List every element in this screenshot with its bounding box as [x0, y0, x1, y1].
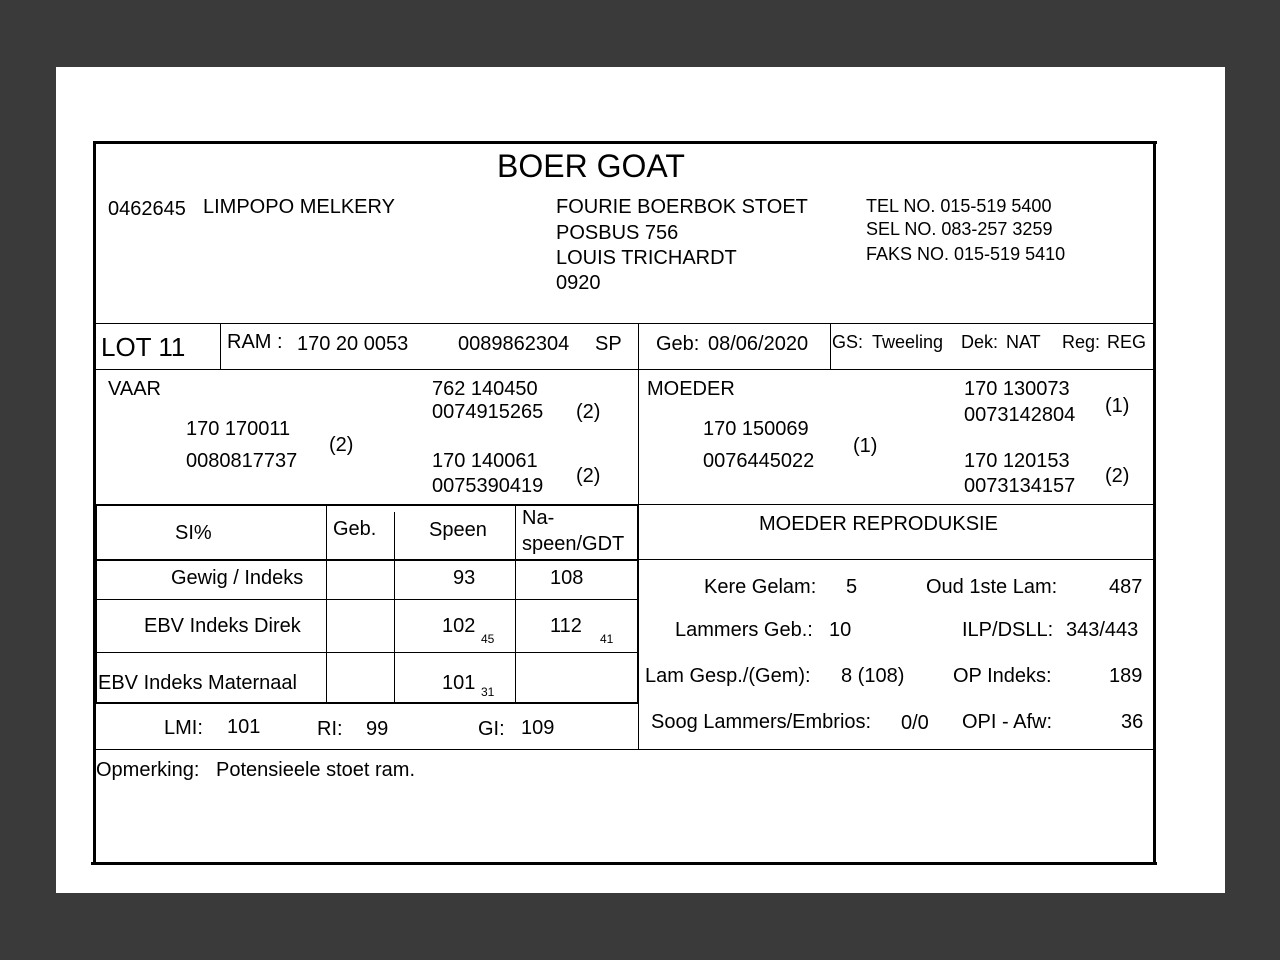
breeder-address2: LOUIS TRICHARDT: [556, 247, 737, 269]
breeder-address1: POSBUS 756: [556, 222, 679, 244]
row-label: EBV Indeks Maternaal: [98, 672, 297, 694]
outer-border-left: [93, 141, 96, 865]
dek-value: NAT: [1006, 332, 1041, 352]
opmerking-label: Opmerking:: [96, 759, 200, 781]
seller-name: LIMPOPO MELKERY: [203, 196, 395, 218]
ri-label: RI:: [317, 718, 343, 740]
line-lower-bottom: [95, 749, 1154, 750]
lmi-value: 101: [227, 716, 261, 738]
line-table-top-left: [95, 504, 639, 506]
vaar-sire-number: 0074915265: [432, 401, 544, 423]
vaar-dam-number: 0075390419: [432, 475, 544, 497]
gs-label: GS:: [832, 332, 864, 352]
breeder-name: FOURIE BOERBOK STOET: [556, 196, 808, 218]
line-table-left: [95, 505, 97, 704]
header-naspeen-1: Na-: [522, 507, 555, 529]
vaar-label: VAAR: [108, 378, 161, 400]
moeder-sire-number: 0073142804: [964, 404, 1076, 426]
outer-border-top: [93, 141, 1157, 144]
moeder-sire-count: (1): [1105, 395, 1130, 417]
moeder-sire-id: 170 130073: [964, 378, 1070, 400]
ram-number: 0089862304: [458, 333, 570, 355]
vaar-dam-id: 170 140061: [432, 450, 538, 472]
repro-title: MOEDER REPRODUKSIE: [759, 513, 998, 535]
line-row1-bottom: [95, 599, 639, 600]
moeder-dam-number: 0073134157: [964, 475, 1076, 497]
line-lot-bottom: [95, 369, 1154, 370]
ilp-label: ILP/DSLL:: [962, 619, 1054, 641]
lot-number: LOT 11: [101, 332, 186, 362]
line-row2-bottom: [95, 652, 639, 653]
kere-value: 5: [846, 576, 858, 598]
cell-speen: 102: [442, 615, 476, 637]
line-col-naspeen: [515, 505, 516, 703]
lammers-label: Lammers Geb.:: [675, 619, 813, 641]
soog-label: Soog Lammers/Embrios:: [651, 711, 872, 733]
gs-value: Tweeling: [872, 332, 944, 352]
vaar-dam-count: (2): [576, 465, 601, 487]
line-row3-bottom: [95, 702, 639, 704]
seller-code: 0462645: [108, 198, 186, 220]
oud-value: 487: [1109, 576, 1143, 598]
reg-value: REG: [1107, 332, 1147, 352]
ram-label: RAM :: [227, 331, 283, 353]
gi-value: 109: [521, 717, 555, 739]
cell-speen: 101: [442, 672, 476, 694]
cell-naspeen: 112: [550, 615, 582, 637]
opmerking-text: Potensieele stoet ram.: [216, 759, 415, 781]
ilp-value: 343/443: [1066, 619, 1139, 641]
soog-value: 0/0: [901, 712, 929, 734]
header-geb: Geb.: [333, 518, 377, 540]
line-col-geb: [326, 505, 327, 703]
moeder-count: (1): [853, 435, 878, 457]
header-naspeen-2: speen/GDT: [522, 533, 625, 555]
line-col-speen: [394, 512, 395, 703]
breeder-postcode: 0920: [556, 272, 601, 294]
vaar-sire-count: (2): [576, 401, 601, 423]
contact-faks: FAKS NO. 015-519 5410: [866, 244, 1066, 264]
header-si: SI%: [175, 522, 212, 544]
line-repro-header-bottom: [638, 559, 1154, 560]
contact-tel: TEL NO. 015-519 5400: [866, 196, 1052, 216]
op-label: OP Indeks:: [953, 665, 1052, 687]
ram-id: 170 20 0053: [297, 333, 409, 355]
vaar-id: 170 170011: [186, 418, 291, 440]
row-label: Gewig / Indeks: [171, 567, 304, 589]
cell-naspeen-sub: 41: [600, 632, 614, 646]
lmi-label: LMI:: [164, 717, 203, 739]
gi-label: GI:: [478, 718, 505, 740]
geb-date: 08/06/2020: [708, 333, 809, 355]
cell-speen: 93: [453, 567, 476, 589]
moeder-dam-id: 170 120153: [964, 450, 1070, 472]
ri-value: 99: [366, 718, 389, 740]
op-value: 189: [1109, 665, 1143, 687]
moeder-id: 170 150069: [703, 418, 809, 440]
moeder-number: 0076445022: [703, 450, 815, 472]
page-title: BOER GOAT: [497, 148, 685, 184]
line-lot-top: [95, 323, 1154, 324]
ram-code: SP: [595, 333, 622, 355]
cell-speen-sub: 45: [481, 632, 495, 646]
opi-label: OPI - Afw:: [962, 711, 1053, 733]
line-lot-div3: [830, 323, 831, 369]
row-label: EBV Indeks Direk: [144, 615, 301, 637]
reg-label: Reg:: [1062, 332, 1101, 352]
moeder-dam-count: (2): [1105, 465, 1130, 487]
header-speen: Speen: [429, 519, 487, 541]
gesp-value: 8 (108): [841, 665, 905, 687]
vaar-number: 0080817737: [186, 450, 298, 472]
outer-border-right: [1153, 141, 1156, 865]
vaar-count: (2): [329, 434, 354, 456]
gesp-label: Lam Gesp./(Gem):: [645, 665, 811, 687]
contact-sel: SEL NO. 083-257 3259: [866, 219, 1053, 239]
opi-value: 36: [1121, 711, 1144, 733]
outer-border-bottom: [91, 862, 1157, 865]
lammers-value: 10: [829, 619, 852, 641]
line-lot-div1: [220, 323, 221, 369]
cell-naspeen: 108: [550, 567, 584, 589]
line-table-header-bottom: [95, 559, 639, 561]
oud-label: Oud 1ste Lam:: [926, 576, 1058, 598]
moeder-label: MOEDER: [647, 378, 735, 400]
kere-label: Kere Gelam:: [704, 576, 817, 598]
dek-label: Dek:: [961, 332, 999, 352]
cell-speen-sub: 31: [481, 685, 495, 699]
geb-label: Geb:: [656, 333, 700, 355]
line-lot-div2: [638, 323, 639, 369]
line-table-top-right: [638, 504, 1154, 505]
line-table-right: [637, 505, 639, 704]
vaar-sire-id: 762 140450: [432, 378, 538, 400]
